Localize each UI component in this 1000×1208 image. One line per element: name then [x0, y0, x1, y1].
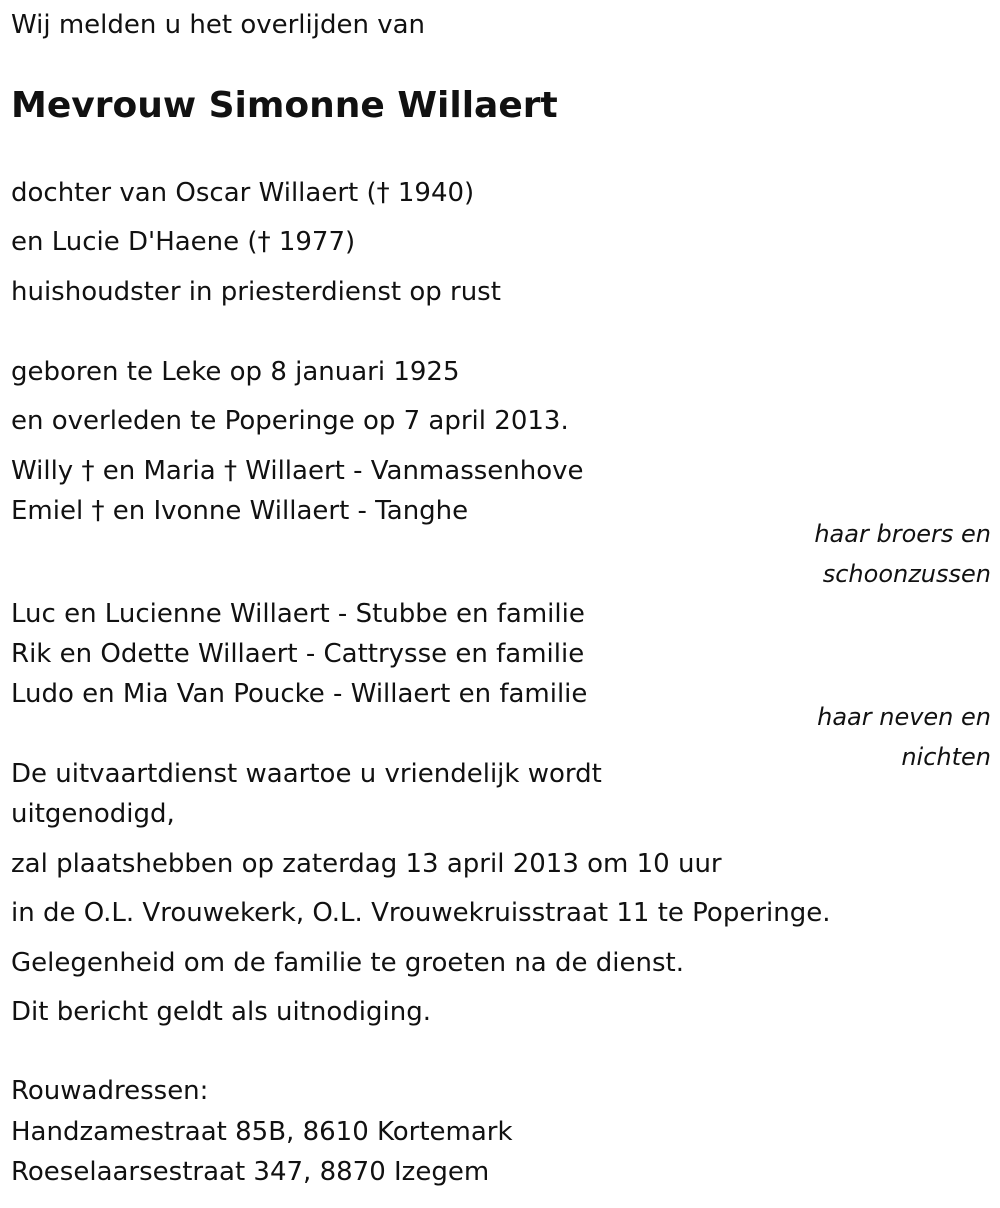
sibling-name: Willaert - Vanmassenhove	[245, 456, 584, 486]
sibling-name: Willy	[11, 456, 74, 486]
address-item: Roeselaarsestraat 347, 8870 Izegem	[11, 1157, 490, 1187]
deceased-name: Mevrouw Simonne Willaert	[11, 85, 558, 126]
siblings-label-2: schoonzussen	[822, 560, 991, 588]
birth-line: geboren te Leke op 8 januari 1925	[11, 357, 460, 387]
service-line-2: uitgenodigd,	[11, 799, 175, 829]
address-item: Handzamestraat 85B, 8610 Kortemark	[11, 1117, 513, 1147]
sibling-name: Emiel	[11, 496, 84, 526]
cousins-row: Luc en Lucienne Willaert - Stubbe en familie	[11, 599, 585, 629]
cousins-row: Ludo en Mia Van Poucke - Willaert en familie	[11, 679, 588, 709]
cross-icon: †	[376, 178, 390, 208]
intro-text: Wij melden u het overlijden van	[11, 10, 426, 40]
cousins-row: Rik en Odette Willaert - Cattrysse en familie	[11, 639, 585, 669]
siblings-row-2	[11, 491, 468, 531]
cross-icon: †	[223, 456, 237, 486]
cousins-label-1: haar neven en	[817, 703, 991, 731]
occupation: huishoudster in priesterdienst op rust	[11, 277, 501, 307]
father-year: 1940)	[397, 178, 475, 208]
siblings-row-1	[11, 451, 584, 491]
parent-mother	[11, 222, 355, 262]
death-notice	[11, 0, 991, 1208]
service-line-4: in de O.L. Vrouwekerk, O.L. Vrouwekruisstraat 11 te Poperinge.	[11, 898, 831, 928]
cross-icon: †	[91, 496, 105, 526]
mother-year: 1977)	[278, 227, 356, 257]
mother-text: en Lucie D'Haene (	[11, 227, 258, 257]
cousins-label-2: nichten	[901, 743, 991, 771]
service-line-6: Dit bericht geldt als uitnodiging.	[11, 997, 431, 1027]
service-line-5: Gelegenheid om de familie te groeten na de dienst.	[11, 948, 684, 978]
service-line-1: De uitvaartdienst waartoe u vriendelijk wordt	[11, 759, 602, 789]
father-text: dochter van Oscar Willaert (	[11, 178, 377, 208]
sibling-name: en Maria	[102, 456, 216, 486]
service-line-3: zal plaatshebben op zaterdag 13 april 2013 om 10 uur	[11, 849, 722, 879]
cross-icon: †	[257, 227, 271, 257]
siblings-label-1: haar broers en	[814, 520, 991, 548]
parent-father	[11, 173, 474, 213]
cross-icon: †	[81, 456, 95, 486]
sibling-name: en Ivonne Willaert - Tanghe	[112, 496, 469, 526]
death-line: en overleden te Poperinge op 7 april 2013.	[11, 406, 569, 436]
addresses-heading: Rouwadressen:	[11, 1076, 209, 1106]
